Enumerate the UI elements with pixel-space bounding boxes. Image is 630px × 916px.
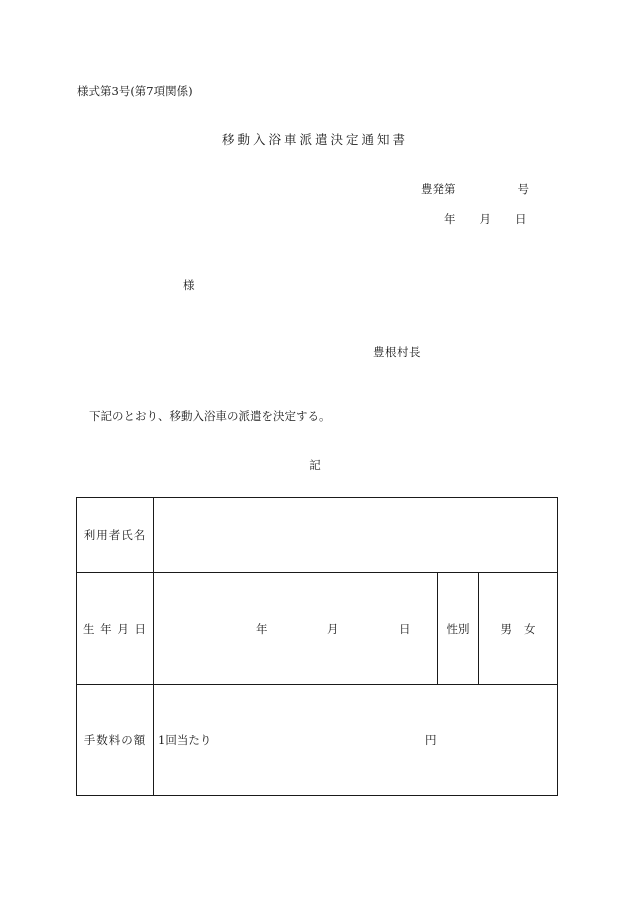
birthdate-field[interactable] (154, 573, 438, 685)
fee-prefix: 1回当たり (158, 733, 212, 747)
table-row-birthdate (77, 573, 558, 685)
issue-number-suffix: 号 (517, 182, 529, 196)
birthdate-year-unit: 年 (256, 621, 268, 636)
birthdate-month-unit: 月 (327, 621, 339, 636)
issue-date (444, 214, 527, 226)
form-number: 様式第3号(第7項関係) (77, 84, 193, 98)
fee-field[interactable] (154, 685, 558, 796)
issue-date-day: 日 (515, 212, 527, 226)
gender-option-female[interactable]: 女 (524, 621, 536, 636)
recipient-honorific: 様 (183, 278, 195, 292)
user-name-field[interactable] (154, 498, 558, 573)
issue-number-prefix: 豊発第 (421, 182, 456, 196)
table-row-fee (77, 685, 558, 796)
gender-option-male[interactable]: 男 (500, 621, 512, 636)
issue-date-year: 年 (444, 212, 456, 226)
detail-table (76, 497, 558, 796)
gender-label: 性別 (438, 573, 479, 685)
table-row-user-name (77, 498, 558, 573)
gender-field (479, 573, 558, 685)
body-text: 下記のとおり、移動入浴車の派遣を決定する。 (89, 409, 331, 423)
issuer-name: 豊根村長 (373, 345, 421, 359)
issue-date-month: 月 (479, 212, 491, 226)
fee-unit: 円 (425, 733, 437, 747)
document-title: 移動入浴車派遣決定通知書 (221, 132, 408, 147)
ki-heading: 記 (309, 458, 321, 472)
fee-label: 手数料の額 (77, 685, 154, 796)
user-name-label: 利用者氏名 (77, 498, 154, 573)
issue-number (421, 184, 529, 196)
birthdate-day-unit: 日 (399, 621, 411, 636)
birthdate-label: 生 年 月 日 (77, 573, 154, 685)
